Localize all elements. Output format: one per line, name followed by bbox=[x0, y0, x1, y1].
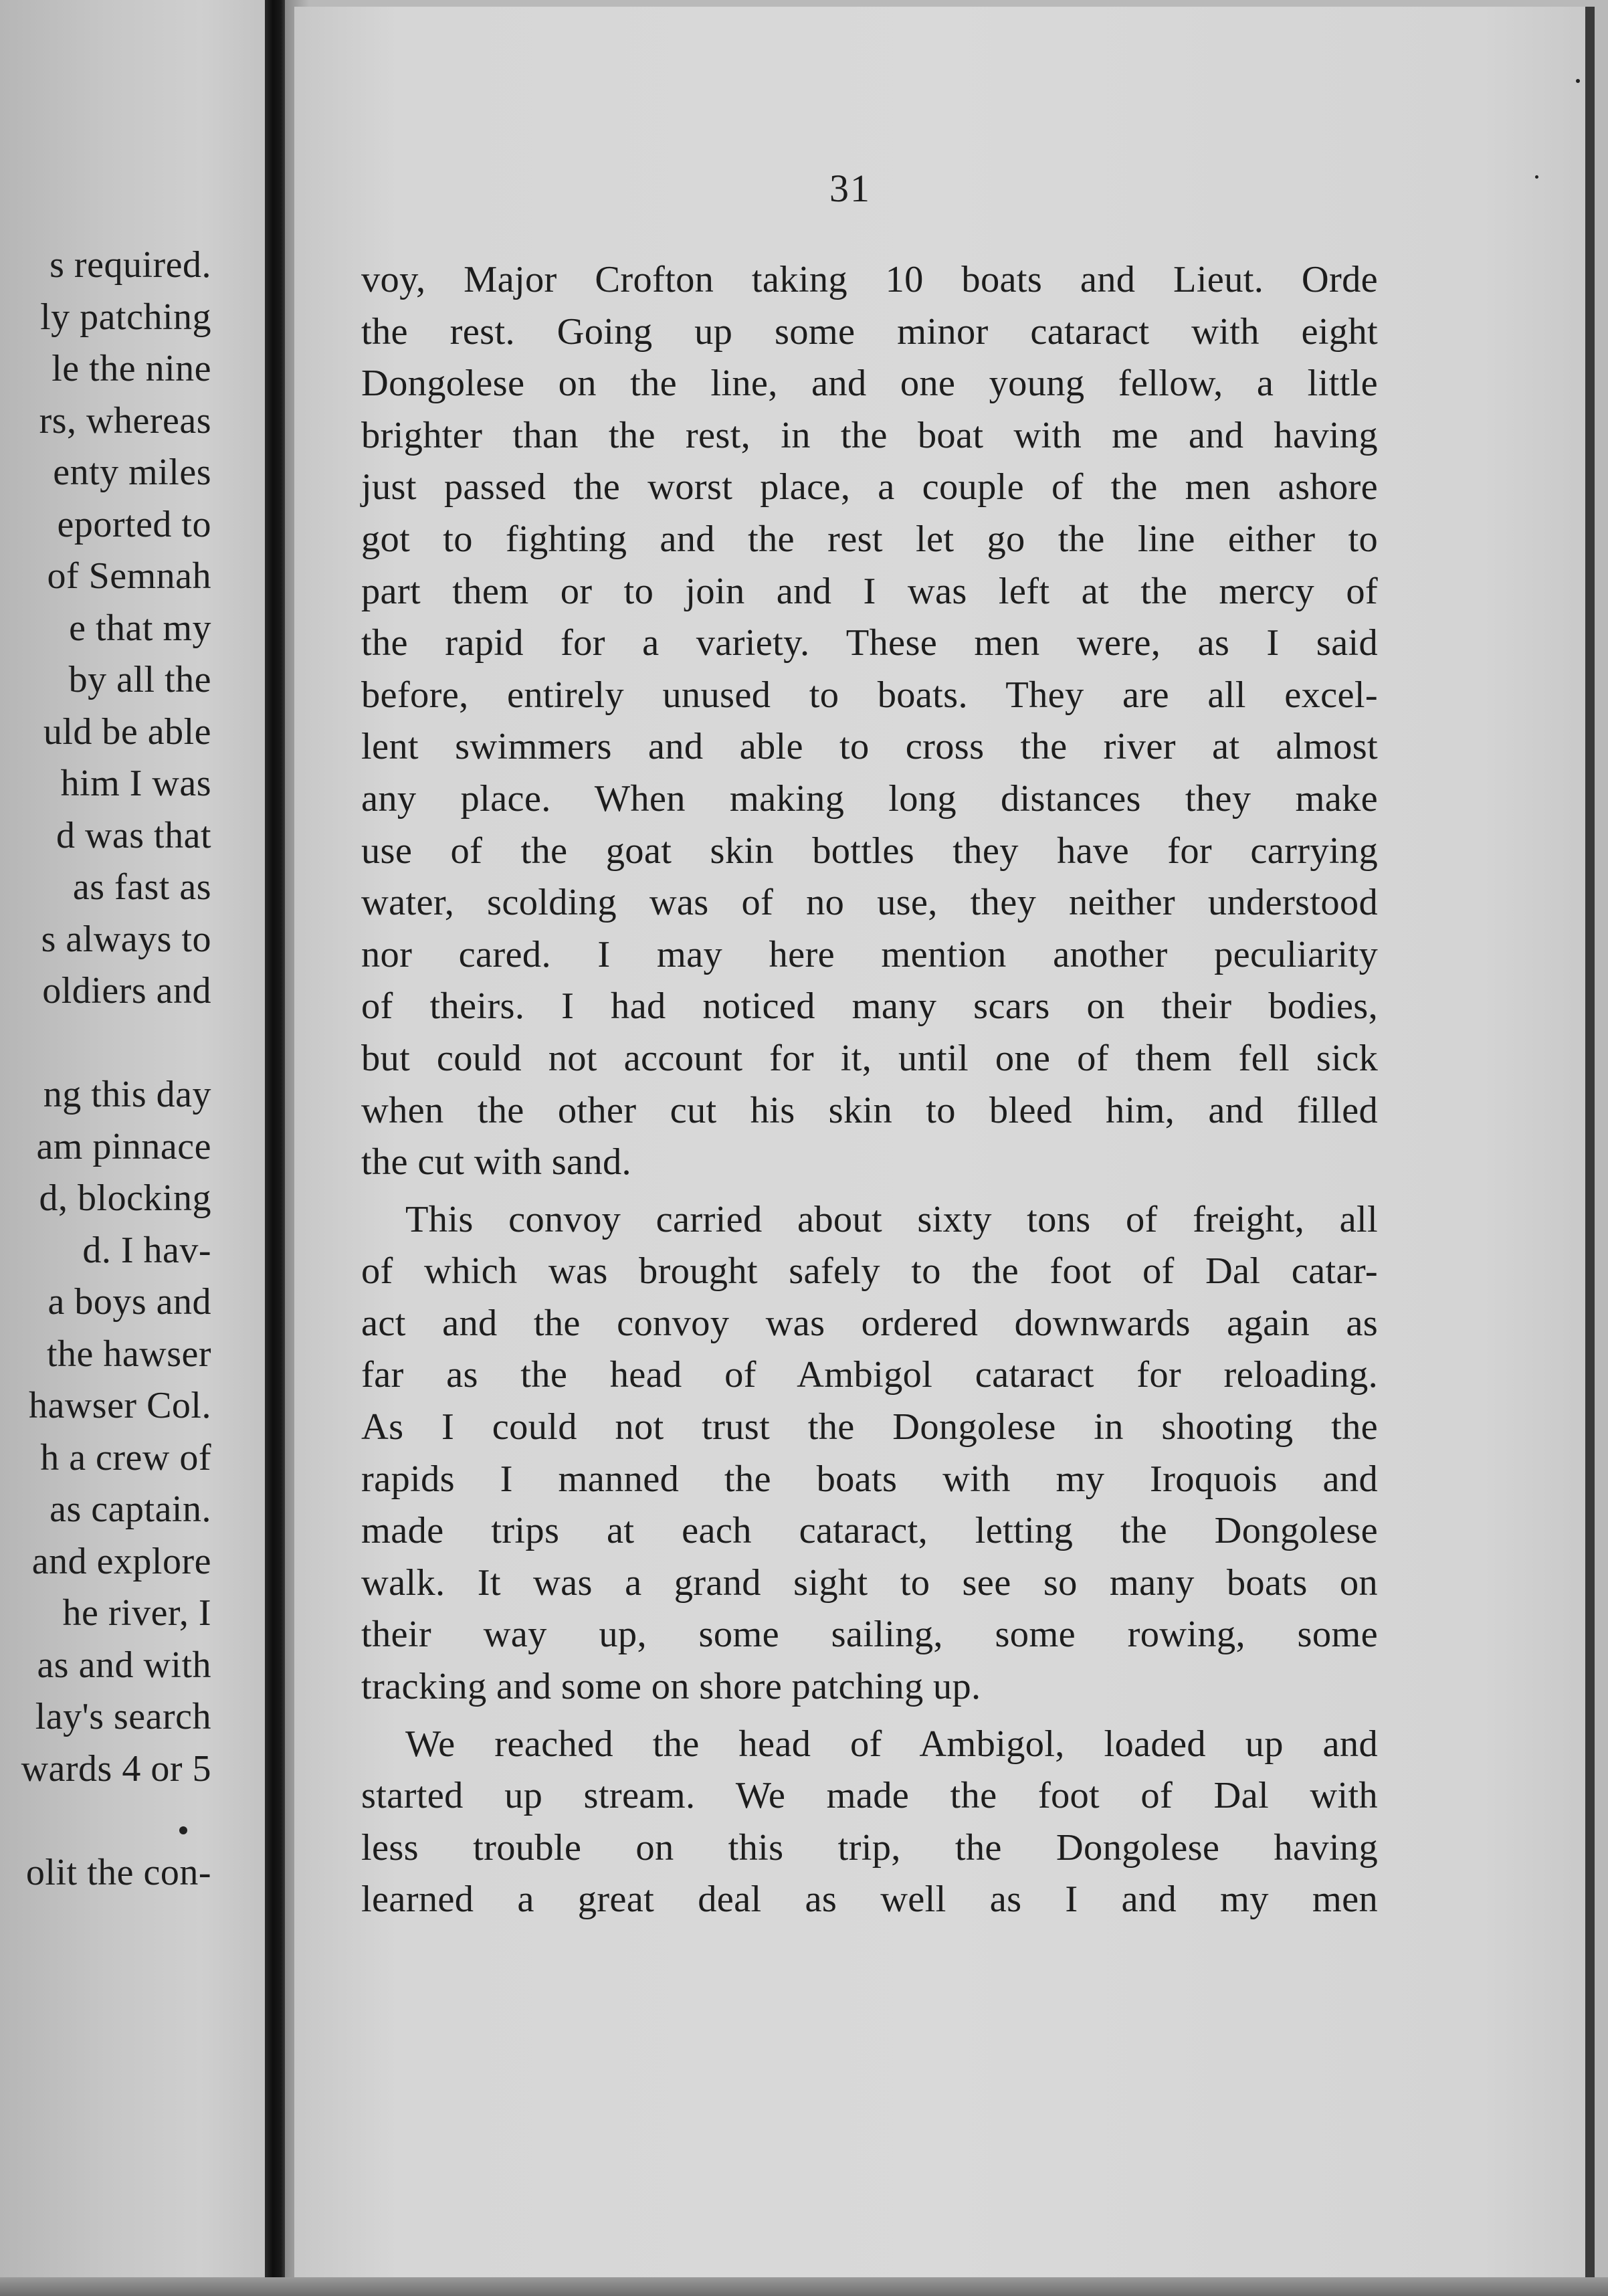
left-line: d was that bbox=[56, 814, 211, 856]
left-line: he river, I bbox=[62, 1592, 211, 1634]
left-line: and explore bbox=[31, 1540, 211, 1582]
left-line: as captain. bbox=[49, 1489, 211, 1530]
text-line: learned a great deal as well as I and my men bbox=[361, 1879, 1378, 1921]
left-page-text bbox=[0, 240, 211, 1899]
text-line: the cut with sand. bbox=[361, 1141, 631, 1183]
left-line: ng this day bbox=[43, 1074, 211, 1115]
left-line: oldiers and bbox=[42, 970, 211, 1012]
text-line: got to fighting and the rest let go the line either to bbox=[361, 518, 1378, 560]
scan-bottom-edge bbox=[0, 2277, 1608, 2296]
left-line: h a crew of bbox=[40, 1436, 211, 1478]
text-line: Dongolese on the line, and one young fellow, a little bbox=[361, 363, 1378, 405]
text-line: but could not account for it, until one of them fell sick bbox=[361, 1037, 1378, 1079]
text-line: any place. When making long distances they make bbox=[361, 777, 1378, 820]
text-line: before, entirely unused to boats. They are all excel- bbox=[361, 674, 1378, 716]
text-line: We reached the head of Ambigol, loaded up and bbox=[405, 1723, 1378, 1765]
left-line: him I was bbox=[60, 763, 211, 804]
text-line: This convoy carried about sixty tons of freight, all bbox=[405, 1198, 1378, 1240]
text-line: tracking and some on shore patching up. bbox=[361, 1666, 981, 1708]
text-line: voy, Major Crofton taking 10 boats and Lieut. Orde bbox=[361, 259, 1378, 300]
text-line: nor cared. I may here mention another peculiarity bbox=[361, 933, 1378, 975]
text-line: their way up, some sailing, some rowing, some bbox=[361, 1614, 1378, 1656]
text-line: the rapid for a variety. These men were, as I said bbox=[361, 622, 1378, 664]
left-line: olit the con- bbox=[25, 1851, 211, 1893]
left-line: d. I hav- bbox=[82, 1229, 211, 1271]
text-line: part them or to join and I was left at the mercy of bbox=[361, 570, 1378, 612]
book-gutter bbox=[265, 0, 285, 2296]
text-line: brighter than the rest, in the boat with me and having bbox=[361, 414, 1378, 456]
left-line: a boys and bbox=[47, 1281, 211, 1323]
left-line: am pinnace bbox=[36, 1125, 211, 1167]
text-line: less trouble on this trip, the Dongolese having bbox=[361, 1826, 1378, 1869]
text-line: walk. It was a grand sight to see so many boats on bbox=[361, 1561, 1378, 1604]
left-facing-page bbox=[0, 0, 268, 2296]
text-line: of which was brought safely to the foot of Dal catar- bbox=[361, 1250, 1378, 1293]
text-line: lent swimmers and able to cross the river at almost bbox=[361, 726, 1378, 768]
text-line: far as the head of Ambigol cataract for reloading. bbox=[361, 1354, 1378, 1396]
text-line: rapids I manned the boats with my Iroquois and bbox=[361, 1458, 1378, 1500]
left-line: of Semnah bbox=[47, 555, 211, 597]
left-line: as fast as bbox=[72, 866, 211, 908]
left-line: uld be able bbox=[43, 710, 211, 753]
left-line: s always to bbox=[41, 918, 211, 960]
text-line: water, scolding was of no use, they neither understood bbox=[361, 882, 1378, 924]
left-line: hawser Col. bbox=[28, 1385, 211, 1426]
scan-speck bbox=[1576, 79, 1580, 83]
left-line: rs, whereas bbox=[39, 399, 211, 442]
text-line: when the other cut his skin to bleed him, and filled bbox=[361, 1089, 1378, 1131]
text-line: the rest. Going up some minor cataract with eight bbox=[361, 310, 1378, 353]
left-line: wards 4 or 5 bbox=[21, 1747, 211, 1790]
paragraph-gap bbox=[361, 1713, 1378, 1719]
left-line: ly patching bbox=[40, 296, 211, 338]
text-line: act and the convoy was ordered downwards again as bbox=[361, 1302, 1378, 1344]
left-line: d, blocking bbox=[39, 1177, 211, 1219]
text-line: made trips at each cataract, letting the Dongolese bbox=[361, 1510, 1378, 1552]
left-line: the hawser bbox=[46, 1333, 211, 1375]
left-line bbox=[0, 1795, 211, 1847]
page-number: 31 bbox=[829, 167, 871, 210]
left-line bbox=[0, 1018, 211, 1070]
scan-speck bbox=[1535, 175, 1538, 179]
left-line: e that my bbox=[69, 607, 211, 649]
left-line: as and with bbox=[37, 1644, 211, 1686]
text-line: of theirs. I had noticed many scars on their bodies, bbox=[361, 985, 1378, 1028]
text-line: just passed the worst place, a couple of the men ashore bbox=[361, 466, 1378, 508]
left-line: le the nine bbox=[52, 348, 211, 389]
text-line: started up stream. We made the foot of Dal with bbox=[361, 1775, 1378, 1817]
text-line: As I could not trust the Dongolese in shooting the bbox=[361, 1406, 1378, 1448]
left-line: by all the bbox=[68, 659, 211, 700]
page-body-text bbox=[361, 254, 1378, 1926]
left-line: lay's search bbox=[35, 1696, 211, 1737]
text-line: use of the goat skin bottles they have for carrying bbox=[361, 830, 1378, 872]
scan-speck bbox=[179, 1826, 187, 1834]
left-line: eported to bbox=[57, 503, 211, 545]
left-line: s required. bbox=[49, 244, 211, 286]
left-line: enty miles bbox=[53, 452, 211, 493]
paragraph-gap bbox=[361, 1189, 1378, 1194]
